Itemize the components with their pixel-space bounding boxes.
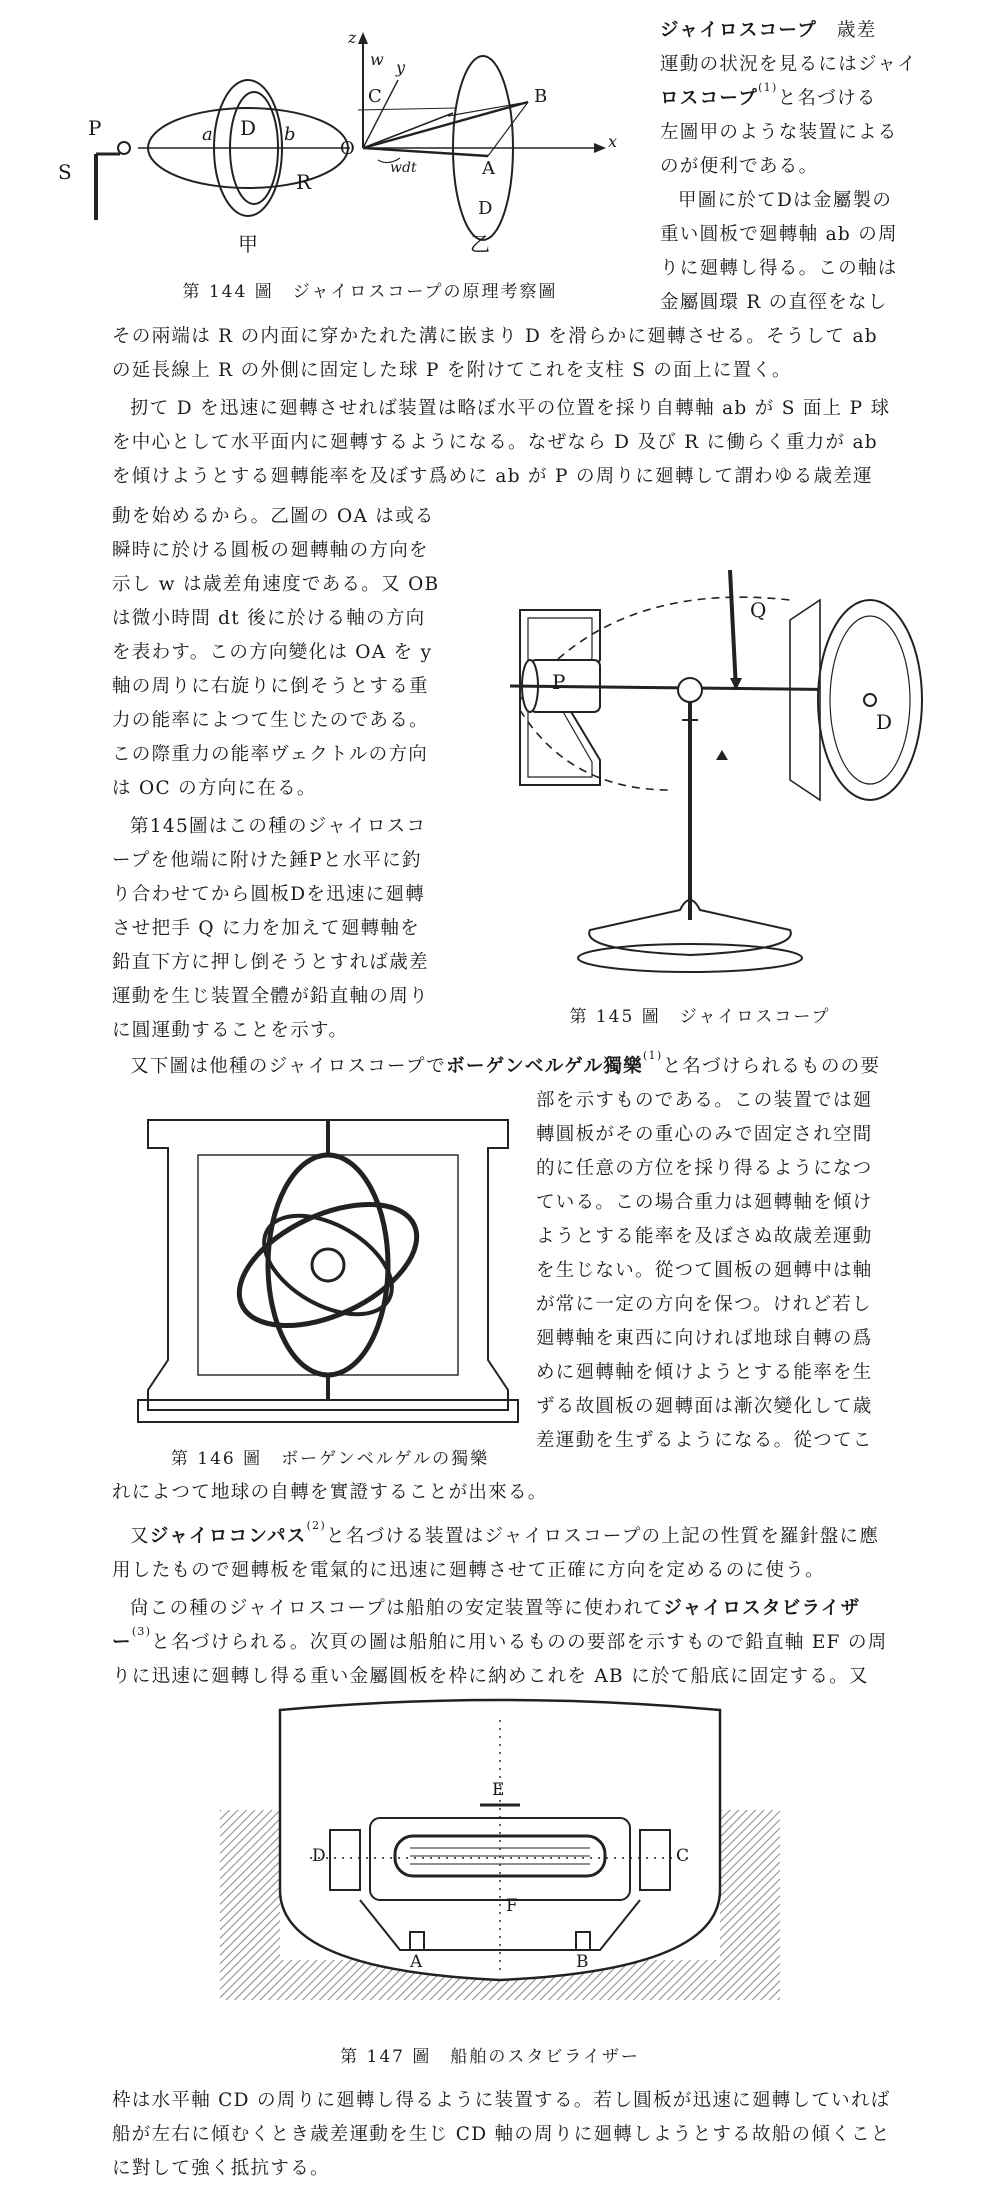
fig147-label-C: C (676, 1846, 690, 1866)
term-gyrocompass: ジャイロコンパス (149, 1526, 307, 1547)
fig144-label-a: a (202, 124, 213, 145)
fig144-label-C: C (368, 86, 382, 107)
term-gyroscope: ジャイロスコープ (660, 20, 818, 41)
caption-147: 第 147 圖 船舶のスタビライザー (340, 2047, 640, 2067)
footnote-ref-1: (1) (758, 81, 778, 94)
figure-146 (128, 1110, 528, 1430)
figure-144 (58, 20, 638, 290)
fig147-label-D: D (312, 1846, 326, 1866)
figure-147 (220, 1700, 780, 2020)
fig147-label-F: F (506, 1896, 518, 1916)
fig144-label-S: S (58, 160, 72, 184)
paragraph-5: 第145圖はこの種のジャイロスコ ープを他端に附けた錘Pと水平に釣 り合わせてから圓板Dを迅速に廻轉 させ把手 Q に力を加えて廻轉軸を 鉛直下方に押し倒そうとすれば歳差 運動を生じ装置全體が鉛直軸の周り に圓運動することを示す。 (112, 816, 429, 1041)
fig144-label-B: B (534, 86, 548, 107)
fig145-label-P: P (552, 670, 566, 694)
figure-146-drawing (128, 1110, 528, 1430)
rotor-disk-D (818, 600, 922, 800)
paragraph-8: 尙この種のジャイロスコープは船舶の安定装置等に使われてジャイロスタビライザ ー$^{(3)}$と名づけられる。次頁の圖は船舶に用いるものの要部を示すもので鉛直軸 EF の周 りに迅速に廻轉し得る重い金屬圓板を枠に納めこれを AB に於て船底に固定する。又 (112, 1598, 888, 1687)
handle-Q (730, 570, 736, 690)
fig145-label-Q: Q (750, 598, 767, 622)
fig144-label-z: z (348, 28, 357, 47)
fig147-label-B: B (576, 1952, 589, 1972)
fig147-label-E: E (492, 1780, 505, 1800)
caption-145: 第 145 圖 ジャイロスコープ (569, 1007, 831, 1027)
ball-P (118, 142, 130, 154)
caption-146: 第 146 圖 ボーゲンベルゲルの獨樂 (170, 1449, 490, 1469)
fig144-label-x: x (608, 132, 618, 151)
paragraph-7: 又ジャイロコンパス$^{(2)}$と名づける装置はジャイロスコープの上記の性質を羅針盤に應 用したもので廻轉板を電氣的に迅速に廻轉させて正確に方向を定めるのに使う。 (112, 1519, 880, 1581)
term-gyrostabilizer: ジャイロスタビライザ (663, 1598, 861, 1619)
paragraph-6-end: れによつて地球の自轉を實證することが出來る。 (112, 1482, 548, 1503)
vector-OC (363, 113, 453, 148)
paragraph-4: 動を始めるから。乙圖の OA は或る 瞬時に於ける圓板の廻轉軸の方向を 示し w は歳差角速度である。又 OB は微小時間 dt 後に於ける軸の方向 を表わす。この方向變化は OA を y 軸の周りに右旋りに倒そうとする重 力の能率によつて生じたのである。 この際重力の能率ヴェクトルの方向 は OC の方向に在る。 (112, 506, 440, 799)
fig144-label-R: R (296, 170, 312, 194)
figure-145 (490, 560, 930, 980)
fig144-label-O: O (340, 138, 355, 159)
paragraph-2-continued: その兩端は R の内面に穿かたれた溝に嵌まり D を滑らかに廻轉させる。そうして ab の延長線上 R の外側に固定した球 P を附けてこれを支柱 S の面上に置く。 (112, 326, 878, 381)
fig144-label-wdt: wdt (390, 160, 417, 176)
rotor (312, 1249, 344, 1281)
figure-147-drawing (220, 1700, 780, 2020)
footnote-ref-2: (2) (306, 1519, 327, 1532)
footnote-ref-3: (3) (131, 1625, 152, 1638)
fig145-label-D: D (876, 710, 893, 734)
fig144-label-b: b (284, 124, 296, 145)
fig144-label-otsu: 乙 (470, 232, 490, 256)
footnote-ref-1b: (1) (642, 1049, 663, 1062)
fig144-label-D: D (240, 116, 257, 140)
fig144-label-A: A (482, 158, 495, 179)
fig144-label-P: P (88, 116, 102, 140)
figure-144-kou-drawing (96, 80, 350, 220)
fig144-label-kou: 甲 (238, 232, 258, 256)
paragraph-6-column: 部を示すものである。この装置では廻 轉圓板がその重心のみで固定され空間 的に任意の方位を採り得るようになつ ている。この場合重力は廻轉軸を傾け ようとする能率を及ぼさぬ故歳差運動 を生じない。從つて圓板の廻轉中は軸 が常に一定の方向を保つ。けれど若し 廻轉軸を東西に向ければ地球自轉の爲 めに廻轉軸を傾けようとする能率を生 ずる故圓板の廻轉面は漸次變化して歳 差運動を生ずるようになる。從つてこ (536, 1090, 873, 1451)
paragraph-6-intro: 又下圖は他種のジャイロスコープでボーゲンベルゲル獨樂$^{(1)}$と名づけられるものの要 (130, 1049, 881, 1077)
paragraph-9: 枠は水平軸 CD の周りに廻轉し得るように装置する。若し圓板が迅速に廻轉していれば 船が左右に傾むくとき歳差運動を生じ CD 軸の周りに廻轉しようとする故船の傾くこと に對して強く抵抗する。 (112, 2090, 891, 2179)
paragraph-1: ジャイロスコープ 歳差 運動の状況を見るにはジャイ ロスコープ$^{(1)}$と名づける 左圖甲のような装置による のが便利である。 (660, 20, 918, 177)
caption-144: 第 144 圖 ジャイロスコープの原理考察圖 (182, 282, 558, 302)
fig144-label-y: y (396, 58, 406, 77)
term-bohnenberger: ボーゲンベルゲル獨樂 (446, 1056, 643, 1077)
fig147-label-A: A (410, 1952, 423, 1972)
figure-144-drawing (78, 20, 638, 290)
vector-OA (363, 148, 488, 156)
pivot (678, 678, 702, 702)
paragraph-2-column: 甲圖に於てDは金屬製の 重い圓板で廻轉軸 ab の周 りに廻轉し得る。この軸は 金屬圓環 R の直徑をなし (660, 190, 898, 313)
fig144-label-D-otsu: D (478, 198, 493, 219)
fig144-label-w: w (370, 50, 384, 69)
paragraph-3: 扨て D を迅速に廻轉させれば装置は略ぼ水平の位置を採り自轉軸 ab が S 面上 P 球 を中心として水平面内に廻轉するようになる。なぜなら D 及び R に働らく重力が ab を傾けようとする廻轉能率を及ぼす爲めに ab が P の周りに廻轉して謂わゆる歳差運 (112, 398, 891, 487)
figure-145-drawing (490, 560, 930, 980)
